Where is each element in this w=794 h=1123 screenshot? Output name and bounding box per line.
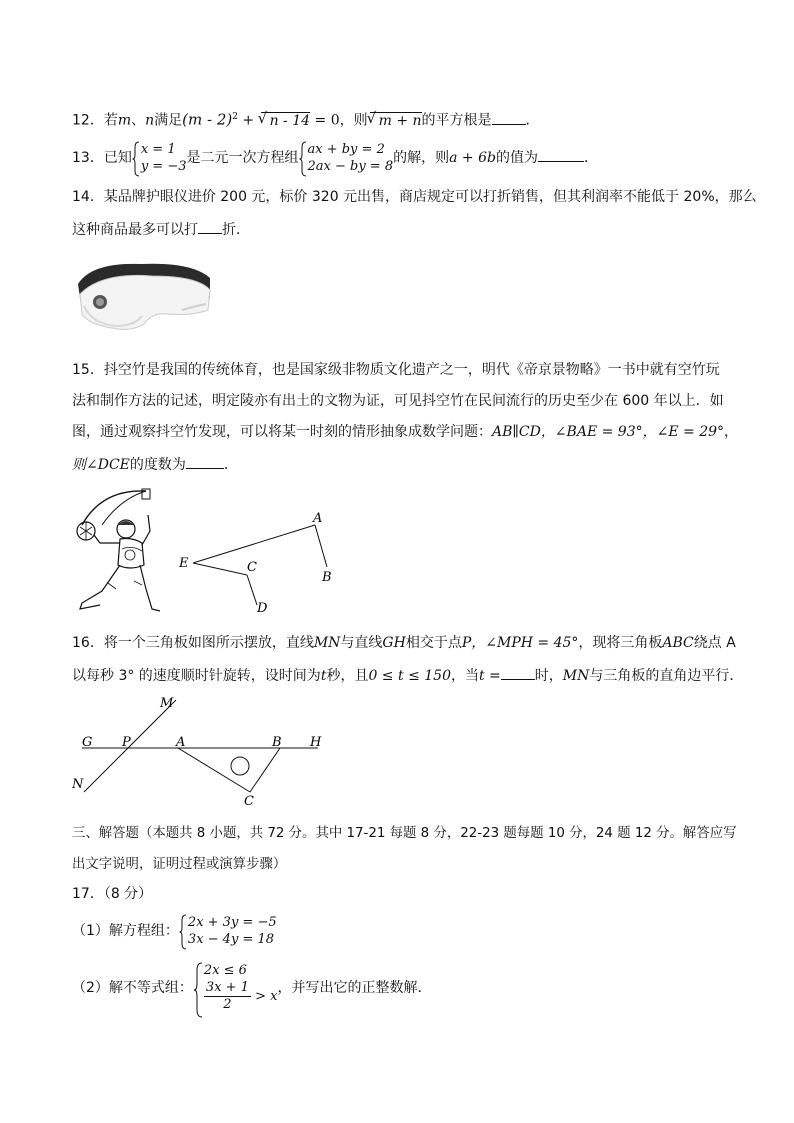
question-12: 12．若m、n满足(m - 2)$^2$ + √ n - 14 = 0，则√ m + n的平方根是 ． [72,107,540,131]
question-15-line-2: 法和制作方法的记述，明定陵亦有出土的文物为证，可见抖空竹在民间流行的历史至少在 600 年以上．如 [72,393,724,409]
q13-solution-system: x = 1 y = −3 [132,141,187,175]
line-CD [247,575,257,605]
q12-expression: (m - 2) [182,110,233,129]
section-3-heading-line-2: 出文字说明，证明过程或演算步骤） [72,857,287,872]
kongzhu-player-illustration [72,485,168,617]
q12-number: 12． [72,112,104,129]
q13-number: 13．已知 [72,150,132,166]
brace-icon [299,141,307,177]
question-15-line-4: 则∠DCE的度数为 ． [72,454,238,475]
brace-icon [132,141,140,177]
line-EC [193,563,247,575]
answer-blank-14 [198,219,222,234]
point-label-B: B [322,570,332,585]
question-17-heading: 17．（8 分） [72,886,153,902]
question-15-line-1: 15．抖空竹是我国的传统体育，也是国家级非物质文化遗产之一，明代《帝京景物略》一书中就有空竹玩 [72,362,720,378]
answer-blank-13 [538,147,584,162]
q12-sqrt-2: √ m + n [370,112,422,129]
point-label-N: N [72,777,84,792]
question-17-part-1: （1）解方程组： 2x + 3y = −5 3x − 4y = 18 [72,912,277,950]
point-label-M: M [160,696,174,711]
question-14-line-1: 14．某品牌护眼仪进价 200 元，标价 320 元出售，商店规定可以打折销售，但其利润率不能低于 20%，那么 [72,189,757,205]
brace-icon [179,914,187,950]
section-3-heading-line-1: 三、解答题（本题共 8 小题，共 72 分。其中 17-21 每题 8 分，22-23 题每题 10 分，24 题 12 分。解答应写 [72,826,737,841]
brace-icon [193,962,203,1018]
point-label-E: E [179,556,189,571]
q13-equation-system: ax + by = 2 2ax − by = 8 [299,141,394,175]
eye-massager-image [72,254,214,334]
q12-sqrt-1: √ n - 14 [261,112,310,129]
q17-fraction: $\frac{3x + 1}{2}$ [205,979,249,1012]
question-16-line-2: 以每秒 3° 的速度顺时针旋转，设时间为t秒，且0 ≤ t ≤ 150，当t = 时，MN与三角板的直角边平行． [72,665,743,686]
question-14-line-2: 这种商品最多可以打 折． [72,219,250,240]
q17-inequality-system: 2x ≤ 6 $\frac{3x + 1}{2}$ > x [193,962,278,1015]
line-AB [315,525,327,567]
point-label-A: A [313,511,323,526]
q17-equation-system: 2x + 3y = −5 3x − 4y = 18 [179,914,277,948]
answer-blank-15 [186,454,224,469]
line-EA [193,525,315,563]
point-label-G: G [82,735,93,750]
point-label-A: A [176,735,186,750]
answer-blank-16 [501,665,535,680]
point-label-P: P [122,735,131,750]
triangle-ABC [178,748,280,792]
point-label-B: B [272,735,282,750]
point-label-D: D [257,601,268,616]
question-16-line-1: 16．将一个三角板如图所示摆放，直线MN与直线GH相交于点P，∠MPH = 45°，现将三角板ABC绕点 A [72,635,736,651]
point-label-C: C [247,560,257,575]
point-label-H: H [310,735,322,750]
point-label-C: C [244,794,254,809]
question-17-part-2: （2）解不等式组： 2x ≤ 6 $\frac{3x + 1}{2}$ > x ，并写出它的正整数解． [72,958,431,1018]
answer-blank-12 [492,110,526,125]
question-15-line-3: 图，通过观察抖空竹发现，可以将某一时刻的情形抽象成数学问题：AB∥CD，∠BAE = 93°，∠E = 29°， [72,424,739,440]
question-13: 13．已知 x = 1 y = −3 是二元一次方程组 ax + by = 2 2ax − by = 8 的解，则a + 6b的值为 ． [72,140,598,176]
q15-geometry-figure [175,505,345,620]
triangle-hole [231,757,249,775]
q16-geometry-figure [72,692,332,810]
